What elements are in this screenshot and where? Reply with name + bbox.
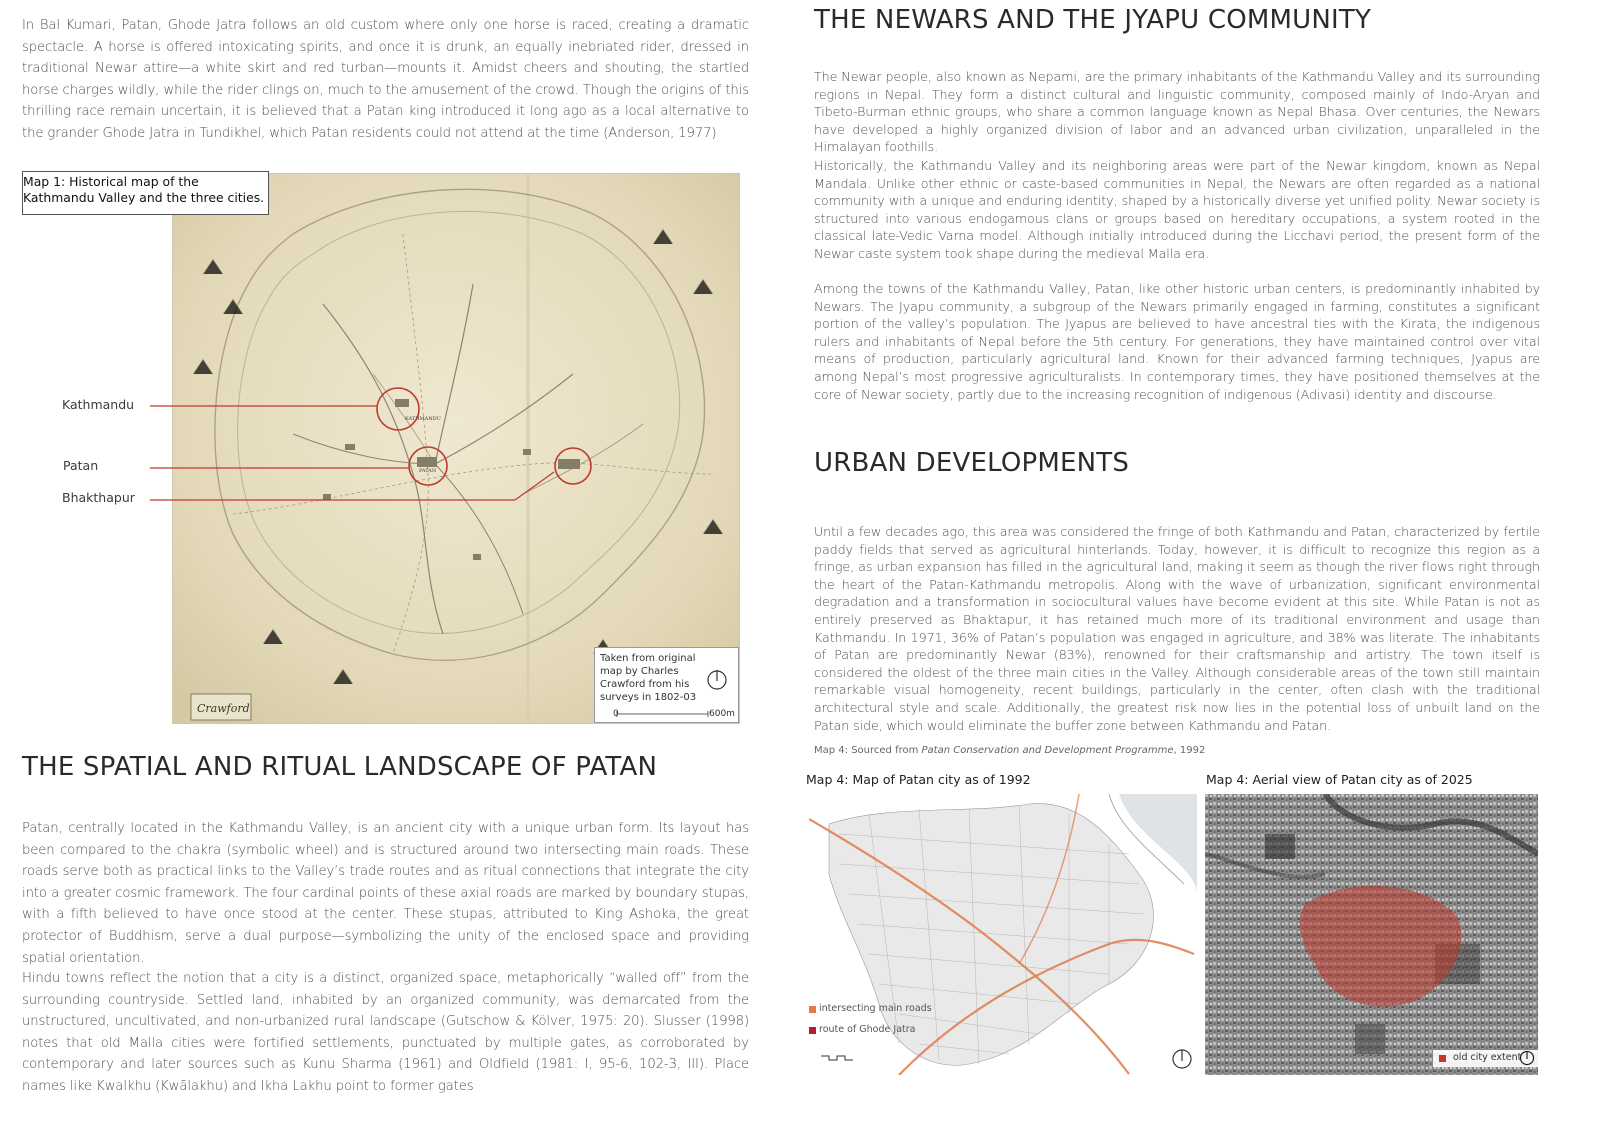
map4a-caption: Map 4: Map of Patan city as of 1992 — [806, 772, 1031, 787]
patan-aerial-view-2025 — [1205, 794, 1538, 1075]
map-credit-box — [594, 647, 739, 723]
map1-caption-text: Map 1: Historical map of the Kathmandu Valley and the three cities. — [23, 174, 265, 205]
scale-start: 0 — [613, 709, 619, 719]
legend-old-city: old city extent — [1453, 1052, 1522, 1063]
intro-paragraph: In Bal Kumari, Patan, Ghode Jatra follows an old custom where only one horse is raced, creating a dramatic spectacle. A horse is offered intoxicating spirits, and once it is drunk, an equally inebriated rider, dressed in traditional Newar attire—a white skirt and red turban—mounts it. Amidst cheers and shouting, the startled horse charges wildly, while the rider clings on, much to the amusement of the crowd. Though the origins of this thrilling race remain uncertain, it is believed that a Patan king introduced it long ago as a local alternative to the grander Ghode Jatra in Tundikhel, which Patan residents could not attend at the time (Anderson, 1977) — [22, 18, 749, 141]
paragraph-urban-developments: Until a few decades ago, this area was considered the fringe of both Kathmandu and Patan, characterized by fertile paddy fields that served as agricultural hinterlands. Today, however, it is difficult to recognize this region as a fringe, as urban expansion has filled in the agricultural land, making it seem as though the river flows right through the heart of the Patan-Kathmandu metropolis. Along with the wave of urbanization, significant environmental degradation and a transformation in sociocultural values have become evident at this site. While Patan is not as entirely preserved as Bhaktapur, it has retained much more of its traditional environment and usage than Kathmandu. In 1971, 36% of Patan’s population was engaged in agriculture, and 38% was literate. The inhabitants of Patan are predominantly Newar (83%), renowned for their craftsmanship and artistry. The town itself is considered the oldest of the three main cities in the Valley. Although considerable areas of the town still maintain remarkable visual homogeneity, recent buildings, particularly in the center, often clash with the traditional architectural style and scale. Additionally, the greatest risk now lies in the potential loss of unbuilt land on the Patan side, which would eliminate the buffer zone between Kathmandu and Patan. — [814, 524, 1540, 733]
scale-end: 600m — [709, 709, 735, 719]
map-label-patan: Patan — [63, 458, 99, 473]
map-label-kathmandu: Kathmandu — [62, 397, 135, 412]
paragraph-patan-layout: Patan, centrally located in the Kathmandu Valley, is an ancient city with a unique urban form. Its layout has been compared to the chakra (symbolic wheel) and is structured around two intersecting main roads. These roads serve both as practical links to the Valley’s trade routes and as ritual connections that integrate the city into a greater cosmic framework. The four cardinal points of these axial roads are marked by boundary stupas, with a fifth believed to have once stood at the center. These stupas, attributed to King Ashoka, the great protector of Buddhism, serve a dual purpose—symbolizing the unity of the enclosed space and providing spatial orientation. — [22, 821, 749, 966]
paragraph-newar-people: The Newar people, also known as Nepami, are the primary inhabitants of the Kathmandu Valley and its surrounding regions in Nepal. They form a distinct cultural and linguistic community, composed mainly of Indo-Aryan and Tibeto-Burman ethnic groups, who share a common language known as Nepal Bhasa. Over centuries, the Newars have developed a highly organized division of labor and an advanced urban civilization, unparalleled in the Himalayan foothills. — [814, 69, 1540, 155]
map-label-bhakthapur: Bhakthapur — [62, 490, 135, 505]
source-note-prefix: Map 4: Sourced from — [814, 745, 922, 756]
paragraph-jyapu-community: Among the towns of the Kathmandu Valley, Patan, like other historic urban centers, is predominantly inhabited by Newars. The Jyapu community, a subgroup of the Newars primarily engaged in farming, constitutes a significant portion of the valley’s population. The Jyapus are believed to have ancestral ties with the Kirata, the indigenous rulers and inhabitants of Nepal before the 5th century. For generations, they have maintained control over vital means of production, particularly agricultural land. Known for their advanced farming techniques, Jyapus are among Nepal’s most progressive agriculturalists. In contemporary times, they have positioned themselves at the core of Newar society, partly due to the increasing recognition of indigenous (Adivasi) identity and discourse. — [814, 281, 1540, 402]
map-signature: Crawford — [197, 702, 250, 715]
north-arrow-icon — [705, 668, 729, 692]
map4-source-note — [814, 745, 1205, 756]
patan-plan-map-1992 — [809, 794, 1197, 1075]
map1-caption — [22, 171, 269, 215]
section-title-newars: THE NEWARS AND THE JYAPU COMMUNITY — [814, 5, 1372, 35]
aerial-image-drawing — [1205, 794, 1538, 1075]
paragraph-hindu-towns: Hindu towns reflect the notion that a city is a distinct, organized space, metaphorically “walled off” from the surrounding countryside. Settled land, inhabited by an organized community, was demarcated from the unstructured, uncultivated, and non-urbanized rural landscape (Gutschow & Kölver, 1975: 20). Slusser (1998) notes that old Malla cities were fortified settlements, punctuated by multiple gates, as corroborated by contemporary and later sources such as Kunu Sharma (1961) and Oldfield (1981: I, 95-6, 102-3, III). Place names like Kwalkhu (Kwālakhu) and Ikha Lakhu point to former gates — [22, 971, 749, 1094]
source-note-suffix: , 1992 — [1173, 745, 1206, 756]
scale-bar-icon — [615, 710, 710, 718]
legend-ghode-jatra: route of Ghode Jatra — [819, 1024, 916, 1035]
map-text-kathmandu: KATHMANDU — [405, 416, 441, 422]
source-note-italic: Patan Conservation and Development Programme — [921, 745, 1174, 756]
legend-overlay — [1433, 1050, 1538, 1067]
map-credit-text: Taken from original map by Charles Crawford from his surveys in 1802-03 — [600, 653, 697, 703]
paragraph-newar-history: Historically, the Kathmandu Valley and its neighboring areas were part of the Newar kingdom, known as Nepal Mandala. Unlike other ethnic or caste-based communities in Nepal, the Newars are often regarded as a national community with a unique and enduring identity, shaped by a historically diverse yet unified polity. Newar society is structured into various endogamous clans or groups based on hereditary occupations, a system rooted in the classical late-Vedic Varna model. Although initially introduced during the Licchavi period, the present form of the Newar caste system took shape during the medieval Malla era. — [814, 158, 1540, 261]
legend-main-roads: intersecting main roads — [819, 1003, 932, 1014]
section-title-urban-developments: URBAN DEVELOPMENTS — [814, 448, 1130, 478]
map4b-caption: Map 4: Aerial view of Patan city as of 2025 — [1206, 772, 1473, 787]
map-leader-lines — [0, 0, 740, 760]
section-title-spatial-ritual: THE SPATIAL AND RITUAL LANDSCAPE OF PATAN — [22, 752, 658, 782]
map-text-patan: PATAN — [419, 468, 437, 474]
